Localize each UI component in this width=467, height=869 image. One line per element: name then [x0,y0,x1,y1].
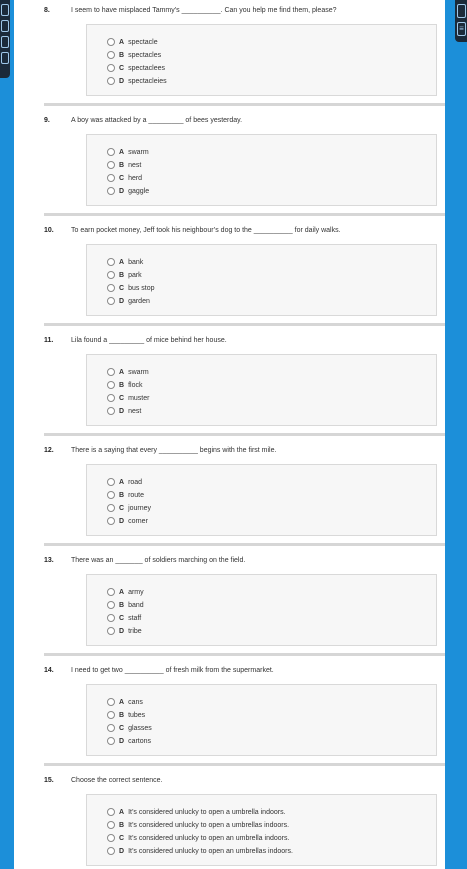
option-letter: A [119,258,125,266]
option-letter: C [119,394,125,402]
radio-button[interactable] [107,588,115,596]
section-divider [44,653,445,656]
question-number: 15. [44,777,54,784]
option-text: cans [128,698,143,706]
option-letter: B [119,821,125,829]
answer-option[interactable] [107,172,142,184]
answer-option[interactable] [107,476,142,488]
answer-option[interactable] [107,586,144,598]
answer-option[interactable] [107,709,145,721]
right-sidebar-rail [445,0,467,869]
tool-icon[interactable] [457,4,466,18]
option-letter: D [119,737,125,745]
answer-option[interactable] [107,36,158,48]
option-letter: C [119,174,125,182]
option-text: journey [128,504,152,512]
radio-button[interactable] [107,808,115,816]
option-text: flock [128,381,143,389]
answer-option[interactable] [107,502,151,514]
answer-option[interactable] [107,599,144,611]
option-text: nest [128,407,142,415]
radio-button[interactable] [107,258,115,266]
radio-button[interactable] [107,148,115,156]
radio-button[interactable] [107,394,115,402]
option-letter: A [119,148,125,156]
radio-button[interactable] [107,478,115,486]
answer-option[interactable] [107,49,161,61]
radio-button[interactable] [107,38,115,46]
answer-option[interactable] [107,489,144,501]
answer-option[interactable] [107,379,142,391]
answer-option[interactable] [107,159,141,171]
option-text: It’s considered unlucky to open an umbrellas indoors. [128,847,293,855]
question-text: There was an _______ of soldiers marching on the field. [71,557,246,564]
options-box [86,794,437,866]
answer-option[interactable] [107,256,143,268]
answer-option[interactable] [107,366,149,378]
option-text: glasses [128,724,152,732]
option-letter: A [119,808,125,816]
option-letter: B [119,271,125,279]
options-box [86,574,437,646]
radio-button[interactable] [107,491,115,499]
answer-option[interactable] [107,832,289,844]
radio-button[interactable] [107,614,115,622]
tool-icon[interactable] [1,36,9,48]
answer-option[interactable] [107,735,151,747]
section-divider [44,103,445,106]
option-letter: D [119,627,125,635]
answer-option[interactable] [107,392,149,404]
question-number: 9. [44,117,50,124]
radio-button[interactable] [107,711,115,719]
right-toolbar [455,0,467,42]
option-text: bank [128,258,144,266]
radio-button[interactable] [107,834,115,842]
question-text: Choose the correct sentence. [71,777,163,784]
answer-option[interactable] [107,612,141,624]
option-text: swarm [128,368,149,376]
question-text: I need to get two __________ of fresh milk from the supermarket. [71,667,274,674]
radio-button[interactable] [107,51,115,59]
radio-button[interactable] [107,368,115,376]
option-text: army [128,588,144,596]
option-letter: C [119,724,125,732]
options-box [86,24,437,96]
option-text: herd [128,174,143,182]
option-letter: A [119,38,125,46]
option-text: swarm [128,148,149,156]
question-text: Lila found a _________ of mice behind her house. [71,337,227,344]
radio-button[interactable] [107,271,115,279]
option-text: garden [128,297,150,305]
radio-button[interactable] [107,737,115,745]
answer-option[interactable] [107,146,149,158]
question-number: 11. [44,337,54,344]
section-divider [44,323,445,326]
option-letter: D [119,847,125,855]
option-text: bus stop [128,284,155,292]
radio-button[interactable] [107,174,115,182]
option-text: corner [128,517,148,525]
radio-button[interactable] [107,187,115,195]
option-letter: B [119,491,125,499]
radio-button[interactable] [107,297,115,305]
option-letter: D [119,187,125,195]
option-text: cartons [128,737,152,745]
option-text: spectaclees [128,64,166,72]
option-text: spectacles [128,51,162,59]
question-text: A boy was attacked by a _________ of bees yesterday. [71,117,243,124]
radio-button[interactable] [107,821,115,829]
question-number: 13. [44,557,54,564]
worksheet-page [14,0,445,869]
option-letter: C [119,834,125,842]
answer-option[interactable] [107,625,142,637]
option-letter: C [119,284,125,292]
option-text: park [128,271,142,279]
tool-icon[interactable] [1,20,9,32]
option-letter: A [119,698,125,706]
option-letter: B [119,161,125,169]
section-divider [44,543,445,546]
tool-icon[interactable] [1,4,9,16]
question-number: 8. [44,7,50,14]
option-text: It’s considered unlucky to open a umbrella indoors. [128,808,286,816]
option-letter: B [119,711,125,719]
radio-button[interactable] [107,161,115,169]
radio-button[interactable] [107,504,115,512]
radio-button[interactable] [107,407,115,415]
answer-option[interactable] [107,696,143,708]
option-text: tubes [128,711,146,719]
option-text: tribe [128,627,142,635]
radio-button[interactable] [107,284,115,292]
option-letter: B [119,51,125,59]
section-divider [44,213,445,216]
option-text: nest [128,161,142,169]
answer-option[interactable] [107,806,286,818]
option-text: band [128,601,144,609]
option-letter: C [119,64,125,72]
option-letter: B [119,381,125,389]
radio-button[interactable] [107,601,115,609]
options-box [86,354,437,426]
option-letter: A [119,368,125,376]
section-divider [44,763,445,766]
option-letter: A [119,588,125,596]
answer-option[interactable] [107,722,152,734]
radio-button[interactable] [107,77,115,85]
option-text: road [128,478,143,486]
section-divider [44,433,445,436]
question-text: To earn pocket money, Jeff took his neighbour’s dog to the __________ for daily walks. [71,227,341,234]
radio-button[interactable] [107,64,115,72]
radio-button[interactable] [107,698,115,706]
options-box [86,244,437,316]
answer-option[interactable] [107,185,149,197]
options-box [86,464,437,536]
answer-option[interactable] [107,819,289,831]
option-text: spectacleies [128,77,167,85]
option-text: route [128,491,145,499]
left-toolbar [0,0,10,78]
radio-button[interactable] [107,517,115,525]
option-letter: D [119,297,125,305]
answer-option[interactable] [107,282,155,294]
option-text: staff [128,614,142,622]
question-number: 12. [44,447,54,454]
options-box [86,134,437,206]
option-text: It’s considered unlucky to open a umbrellas indoors. [128,821,290,829]
option-letter: B [119,601,125,609]
options-box [86,684,437,756]
radio-button[interactable] [107,381,115,389]
answer-option[interactable] [107,295,150,307]
option-letter: C [119,504,125,512]
option-letter: C [119,614,125,622]
answer-option[interactable] [107,62,165,74]
answer-option[interactable] [107,75,167,87]
option-letter: D [119,77,125,85]
option-letter: D [119,407,125,415]
question-number: 14. [44,667,54,674]
radio-button[interactable] [107,724,115,732]
answer-option[interactable] [107,269,142,281]
answer-option[interactable] [107,515,148,527]
question-text: There is a saying that every __________ begins with the first mile. [71,447,277,454]
option-text: It’s considered unlucky to open an umbrella indoors. [128,834,290,842]
question-text: I seem to have misplaced Tammy’s __________. Can you help me find them, please? [71,7,337,14]
menu-icon[interactable]: ≡ [457,22,466,36]
radio-button[interactable] [107,847,115,855]
answer-option[interactable] [107,405,141,417]
radio-button[interactable] [107,627,115,635]
left-sidebar-rail [0,0,14,869]
option-letter: D [119,517,125,525]
option-text: gaggle [128,187,150,195]
option-text: spectacle [128,38,158,46]
option-text: muster [128,394,150,402]
question-number: 10. [44,227,54,234]
option-letter: A [119,478,125,486]
tool-icon[interactable] [1,52,9,64]
answer-option[interactable] [107,845,293,857]
